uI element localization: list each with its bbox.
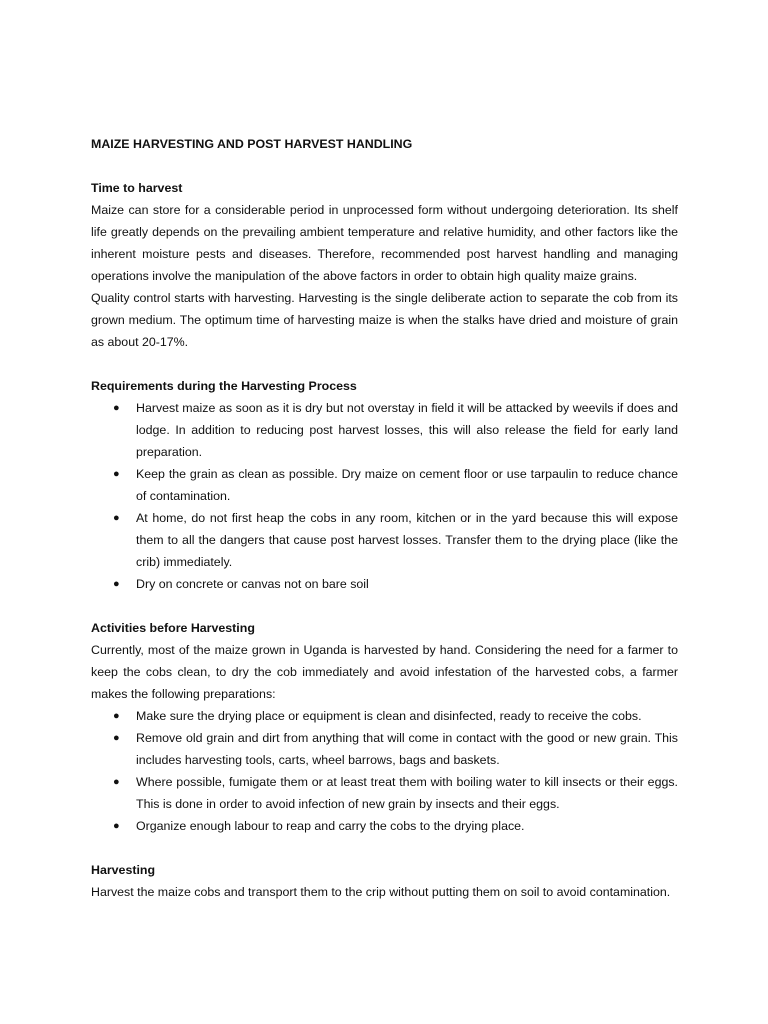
list-item-text: At home, do not first heap the cobs in any room, kitchen or in the yard because this will expose them to all the dangers that cause post harvest losses. Transfer them to the drying place (like the crib) immediately. bbox=[136, 511, 678, 569]
section-heading: Activities before Harvesting bbox=[91, 621, 255, 635]
list-item bbox=[91, 727, 678, 771]
list-item bbox=[91, 507, 678, 573]
list-item bbox=[91, 815, 678, 837]
list-item-text: Where possible, fumigate them or at least treat them with boiling water to kill insects or their eggs. This is done in order to avoid infection of new grain by insects and their eggs. bbox=[136, 775, 678, 811]
list-item-text: Keep the grain as clean as possible. Dry maize on cement floor or use tarpaulin to reduce chance of contamination. bbox=[136, 467, 678, 503]
section-time-to-harvest bbox=[91, 180, 678, 353]
list-item-text: Organize enough labour to reap and carry the cobs to the drying place. bbox=[136, 819, 525, 833]
bullet-icon: ● bbox=[113, 776, 120, 788]
section-harvesting bbox=[91, 862, 678, 903]
list-item bbox=[91, 705, 678, 727]
bullet-icon: ● bbox=[113, 578, 120, 590]
bullet-icon: ● bbox=[113, 402, 120, 414]
bullet-icon: ● bbox=[113, 468, 120, 480]
section-requirements bbox=[91, 378, 678, 595]
bullet-list bbox=[91, 397, 678, 595]
list-item bbox=[91, 771, 678, 815]
section-paragraph: Currently, most of the maize grown in Uganda is harvested by hand. Considering the need for a farmer to keep the cobs clean, to dry the cob immediately and avoid infestation of the harvested cobs, a farmer makes the following preparations: bbox=[91, 643, 678, 701]
section-heading: Time to harvest bbox=[91, 181, 183, 195]
bullet-icon: ● bbox=[113, 820, 120, 832]
list-item bbox=[91, 463, 678, 507]
section-paragraph: Maize can store for a considerable period in unprocessed form without undergoing deterioration. Its shelf life greatly depends on the prevailing ambient temperature and relative humidity, and other factors like the inherent moisture pests and diseases. Therefore, recommended post harvest handling and managing operations involve the manipulation of the above factors in order to obtain high quality maize grains. bbox=[91, 203, 678, 283]
section-paragraph: Harvest the maize cobs and transport them to the crip without putting them on soil to avoid contamination. bbox=[91, 885, 671, 899]
list-item-text: Remove old grain and dirt from anything that will come in contact with the good or new grain. This includes harvesting tools, carts, wheel barrows, bags and baskets. bbox=[136, 731, 678, 767]
document-title: MAIZE HARVESTING AND POST HARVEST HANDLING bbox=[91, 137, 413, 151]
bullet-icon: ● bbox=[113, 732, 120, 744]
section-heading: Requirements during the Harvesting Process bbox=[91, 379, 357, 393]
list-item bbox=[91, 573, 678, 595]
list-item-text: Dry on concrete or canvas not on bare soil bbox=[136, 577, 369, 591]
list-item-text: Make sure the drying place or equipment is clean and disinfected, ready to receive the cobs. bbox=[136, 709, 642, 723]
bullet-icon: ● bbox=[113, 710, 120, 722]
section-heading: Harvesting bbox=[91, 863, 156, 877]
bullet-icon: ● bbox=[113, 512, 120, 524]
section-activities-before-harvesting bbox=[91, 620, 678, 837]
list-item bbox=[91, 397, 678, 463]
section-paragraph: Quality control starts with harvesting. Harvesting is the single deliberate action to separate the cob from its grown medium. The optimum time of harvesting maize is when the stalks have dried and moisture of grain as about 20-17%. bbox=[91, 291, 678, 349]
bullet-list bbox=[91, 705, 678, 837]
list-item-text: Harvest maize as soon as it is dry but not overstay in field it will be attacked by weevils if does and lodge. In addition to reducing post harvest losses, this will also release the field for early land preparation. bbox=[136, 401, 678, 459]
document-page bbox=[91, 136, 678, 903]
